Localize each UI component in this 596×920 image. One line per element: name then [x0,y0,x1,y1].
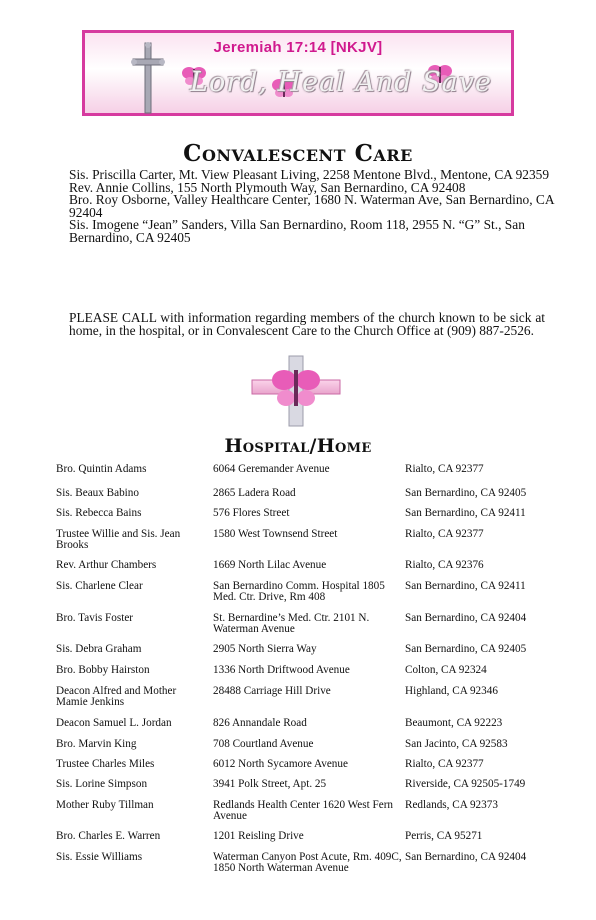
member-name: Deacon Samuel L. Jordan [56,717,172,729]
banner-script-text: Lord, Heal And Save [190,67,492,98]
member-address: 826 Annandale Road [213,717,307,729]
member-address: 2905 North Sierra Way [213,643,317,655]
member-city: Colton, CA 92324 [405,664,487,676]
member-address: 576 Flores Street [213,507,290,519]
member-city: Rialto, CA 92377 [405,528,484,540]
member-address: 2865 Ladera Road [213,487,296,499]
member-address: 6012 North Sycamore Avenue [213,758,348,770]
member-city: Beaumont, CA 92223 [405,717,503,729]
member-city: Riverside, CA 92505-1749 [405,778,526,790]
member-city: Rialto, CA 92377 [405,463,484,475]
convalescent-list [69,169,559,245]
member-city: Perris, CA 95271 [405,830,483,842]
member-address: St. Bernardine’s Med. Ctr. 2101 N. Waterman Avenue [213,612,370,635]
member-city: San Bernardino, CA 92411 [405,580,526,592]
member-name: Bro. Quintin Adams [56,463,147,475]
member-name: Bro. Marvin King [56,738,137,750]
member-name: Sis. Rebecca Bains [56,507,142,519]
list-item: Sis. Imogene “Jean” Sanders, Villa San Bernardino, Room 118, 2955 N. “G” St., San Bernardino, CA 92405 [69,217,525,245]
member-address: San Bernardino Comm. Hospital 1805 Med. Ctr. Drive, Rm 408 [213,580,385,603]
cross-butterfly-ornament-icon [248,354,344,428]
member-address: 708 Courtland Avenue [213,738,314,750]
member-address: 1201 Reisling Drive [213,830,304,842]
member-name: Deacon Alfred and Mother Mamie Jenkins [56,685,177,708]
member-city: San Jacinto, CA 92583 [405,738,508,750]
member-city: San Bernardino, CA 92405 [405,643,527,655]
member-name: Bro. Tavis Foster [56,612,134,624]
member-name: Bro. Bobby Hairston [56,664,150,676]
hospital-home-heading: Hospital/Home [224,435,372,457]
member-address: 6064 Geremander Avenue [213,463,330,475]
member-name: Sis. Essie Williams [56,851,143,863]
member-name: Rev. Arthur Chambers [56,559,157,571]
member-city: Highland, CA 92346 [405,685,498,697]
convalescent-care-heading: Convalescent Care [183,140,413,167]
member-name: Sis. Debra Graham [56,643,142,655]
list-item: Rev. Annie Collins, 155 North Plymouth Way, San Bernardino, CA 92408 [69,179,466,195]
member-city: San Bernardino, CA 92411 [405,507,526,519]
member-address: Redlands Health Center 1620 West Fern Avenue [213,799,394,822]
list-item: Sis. Priscilla Carter, Mt. View Pleasant Living, 2258 Mentone Blvd., Mentone, CA 92359 [69,167,550,182]
member-city: Rialto, CA 92376 [405,559,484,571]
header-banner [82,30,514,116]
member-name: Mother Ruby Tillman [56,799,154,811]
call-notice: PLEASE CALL with information regarding members of the church known to be sick at home, in the hospital, or in Convalescent Care to the Church Office at (909) 887-2526. [69,310,545,339]
member-address: 1580 West Townsend Street [213,528,338,540]
scripture-reference: Jeremiah 17:14 [NKJV] [213,39,383,56]
member-city: San Bernardino, CA 92404 [405,612,527,624]
member-address: 3941 Polk Street, Apt. 25 [213,778,327,790]
member-city: Redlands, CA 92373 [405,799,498,811]
list-item: Bro. Roy Osborne, Valley Healthcare Center, 1680 N. Waterman Ave, San Bernardino, CA 92404 [69,192,554,220]
member-name: Trustee Charles Miles [56,758,155,770]
member-address: Waterman Canyon Post Acute, Rm. 409C, 1850 North Waterman Avenue [213,851,402,874]
member-city: San Bernardino, CA 92404 [405,851,527,863]
member-address: 28488 Carriage Hill Drive [213,685,331,697]
member-name: Sis. Charlene Clear [56,580,143,592]
member-name: Sis. Beaux Babino [56,487,139,499]
member-name: Sis. Lorine Simpson [56,778,148,790]
member-name: Bro. Charles E. Warren [56,830,161,842]
member-city: San Bernardino, CA 92405 [405,487,527,499]
member-address: 1336 North Driftwood Avenue [213,664,350,676]
member-city: Rialto, CA 92377 [405,758,484,770]
member-address: 1669 North Lilac Avenue [213,559,327,571]
member-name: Trustee Willie and Sis. Jean Brooks [56,528,181,551]
